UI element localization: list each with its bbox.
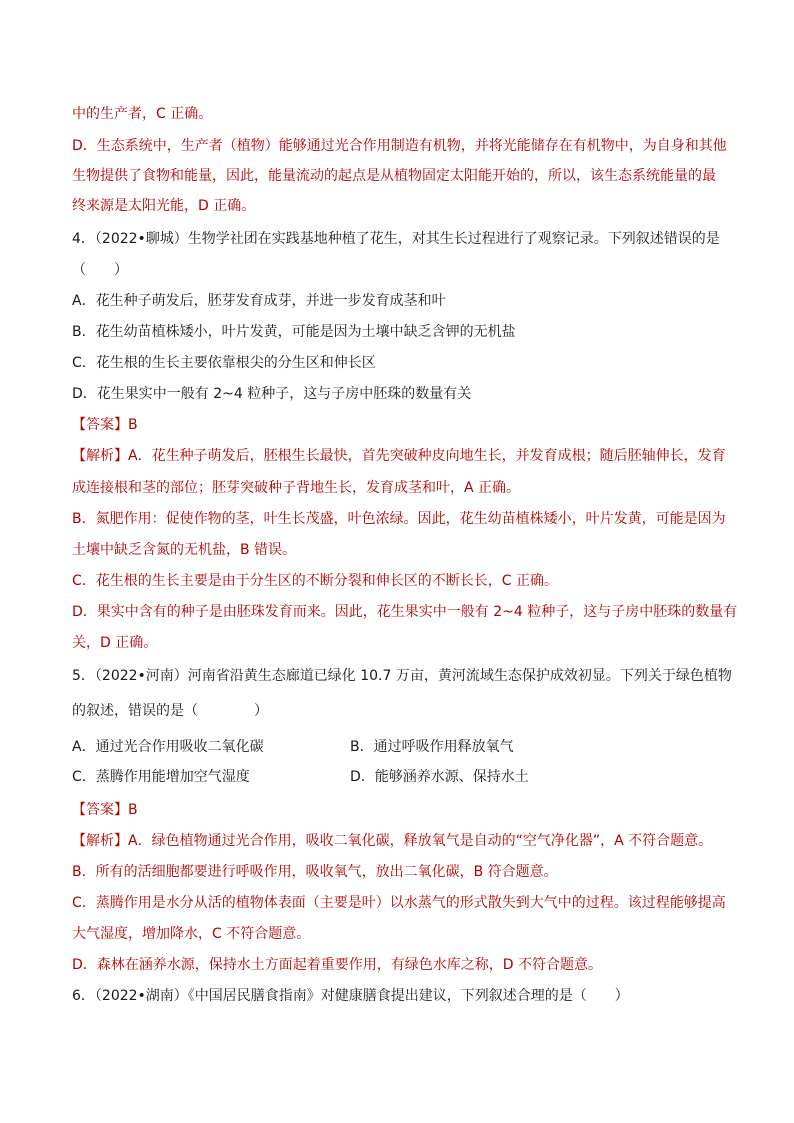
option-a: A．通过光合作用吸收二氧化碳 [72, 739, 264, 755]
question-4-stem: 4．（2022•聊城）生物学社团在实践基地种植了花生，对其生长过程进行了观察记录。下列叙述错误的是 [72, 231, 720, 247]
analysis-line: B．氮肥作用：促使作物的茎，叶生长茂盛，叶色浓绿。因此，花生幼苗植株矮小，叶片发黄，可能是因为 [72, 511, 726, 527]
answer-label: 【答案】B [72, 802, 138, 818]
text-line: D．生态系统中，生产者（植物）能够通过光合作用制造有机物，并将光能储存在有机物中，为自身和其他 [72, 138, 727, 154]
option-a: A．花生种子萌发后，胚芽发育成芽，并进一步发育成茎和叶 [72, 293, 446, 309]
analysis-line: 【解析】A．花生种子萌发后，胚根生长最快，首先突破种皮向地生长，并发育成根；随后胚轴伸长，发育 [72, 448, 726, 464]
text-line: 中的生产者，C 正确。 [72, 106, 213, 122]
analysis-line: 成连接根和茎的部位；胚芽突破种子背地生长，发育成茎和叶，A 正确。 [72, 480, 521, 496]
analysis-line: D．森林在涵养水源，保持水土方面起着重要作用，有绿色水库之称，D 不符合题意。 [72, 957, 603, 973]
text-line: 生物提供了食物和能量，因此，能量流动的起点是从植物固定太阳能开始的，所以，该生态系统能量的最 [72, 168, 716, 184]
option-d: D．花生果实中一般有 2~4 粒种子，这与子房中胚珠的数量有关 [72, 386, 472, 402]
question-6-stem: 6．（2022•湖南）《中国居民膳食指南》对健康膳食提出建议，下列叙述合理的是（ ） [72, 988, 629, 1004]
analysis-line: C．花生根的生长主要是由于分生区的不断分裂和伸长区的不断长长，C 正确。 [72, 573, 558, 589]
analysis-line: D．果实中含有的种子是由胚珠发育而来。因此，花生果实中一般有 2~4 粒种子，这与子房中胚珠的数量有 [72, 604, 738, 620]
option-c: C．花生根的生长主要依靠根尖的分生区和伸长区 [72, 355, 376, 371]
analysis-line: B．所有的活细胞都要进行呼吸作用，吸收氧气，放出二氧化碳，B 符合题意。 [72, 864, 558, 880]
option-c: C．蒸腾作用能增加空气湿度 [72, 769, 250, 785]
analysis-line: 土壤中缺乏含氮的无机盐，B 错误。 [72, 542, 297, 558]
analysis-line: C．蒸腾作用是水分从活的植物体表面（主要是叶）以水蒸气的形式散失到大气中的过程。该过程能够提高 [72, 895, 726, 911]
analysis-line: 【解析】A．绿色植物通过光合作用，吸收二氧化碳，释放氧气是自动的“空气净化器”，A 不符合题意。 [72, 833, 713, 849]
option-d: D．能够涵养水源、保持水土 [350, 769, 529, 785]
analysis-line: 关，D 正确。 [72, 635, 158, 651]
question-5-stem-cont: 的叙述，错误的是（ ） [72, 703, 268, 719]
option-b: B．花生幼苗植株矮小，叶片发黄，可能是因为土壤中缺乏含钾的无机盐 [72, 324, 516, 340]
question-4-blank: （ ） [72, 262, 128, 278]
answer-label: 【答案】B [72, 417, 138, 433]
question-5-stem: 5．（2022•河南）河南省沿黄生态廊道已绿化 10.7 万亩，黄河流域生态保护成效初显。下列关于绿色植物 [72, 668, 732, 684]
option-b: B．通过呼吸作用释放氧气 [350, 739, 514, 755]
analysis-line: 大气湿度，增加降水，C 不符合题意。 [72, 926, 311, 942]
text-line: 终来源是太阳光能，D 正确。 [72, 198, 256, 214]
